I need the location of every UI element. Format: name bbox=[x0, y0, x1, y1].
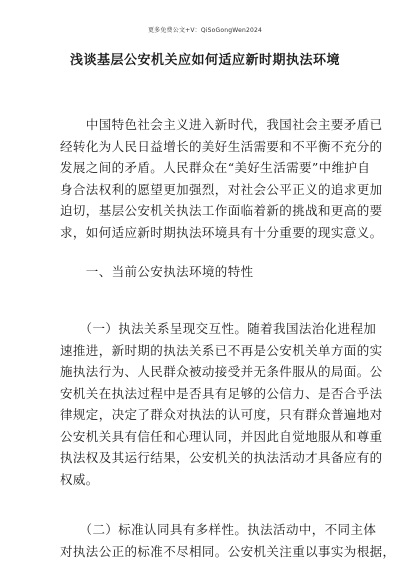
paragraph-intro bbox=[60, 114, 383, 243]
section-heading bbox=[60, 261, 350, 283]
text-line: 施执法行为、人民群众被动接受并无条件服从的局面。公 bbox=[60, 364, 383, 379]
text-line: 律规定，决定了群众对执法的认可度，只有群众普遍地对 bbox=[60, 407, 383, 422]
paragraph-section-1 bbox=[60, 318, 383, 490]
text-line: 对执法公正的标准不尽相同。公安机关注重以事实为根据， bbox=[60, 543, 396, 559]
text-line: 权威。 bbox=[60, 471, 99, 487]
text-line: 求，如何适应新时期执法环境具有十分重要的现实意义。 bbox=[60, 224, 383, 240]
text-line: 身合法权利的愿望更加强烈，对社会公平正义的追求更加 bbox=[60, 181, 383, 197]
heading-line: 一、当前公安执法环境的特性 bbox=[60, 264, 254, 279]
text-line: 迫切，基层公安机关执法工作面临着新的挑战和更高的要 bbox=[60, 203, 383, 218]
text-line: 中国特色社会主义进入新时代，我国社会主要矛盾已 bbox=[60, 117, 383, 132]
text-line: （二）标准认同具有多样性。执法活动中，不同主体 bbox=[60, 522, 377, 537]
text-line: 公安机关具有信任和心理认同，并因此自觉地服从和尊重 bbox=[60, 428, 383, 444]
text-line: 速推进，新时期的执法关系已不再是公安机关单方面的实 bbox=[60, 342, 383, 358]
paragraph-section-2 bbox=[60, 519, 396, 562]
text-line: 执法权及其运行结果，公安机关的执法活动才具备应有的 bbox=[60, 450, 383, 465]
header-note: 更多免费公文+V：QiSoGongWen2024 bbox=[147, 27, 263, 34]
text-line: 发展之间的矛盾。人民群众在“美好生活需要”中维护自 bbox=[60, 160, 371, 175]
text-line: 安机关在执法过程中是否具有足够的公信力、是否合乎法 bbox=[60, 385, 383, 401]
text-line: （一）执法关系呈现交互性。随着我国法治化进程加 bbox=[60, 321, 377, 336]
text-line: 经转化为人民日益增长的美好生活需要和不平衡不充分的 bbox=[60, 138, 383, 154]
document-title: 浅谈基层公安机关应如何适应新时期执法环境 bbox=[69, 53, 340, 68]
